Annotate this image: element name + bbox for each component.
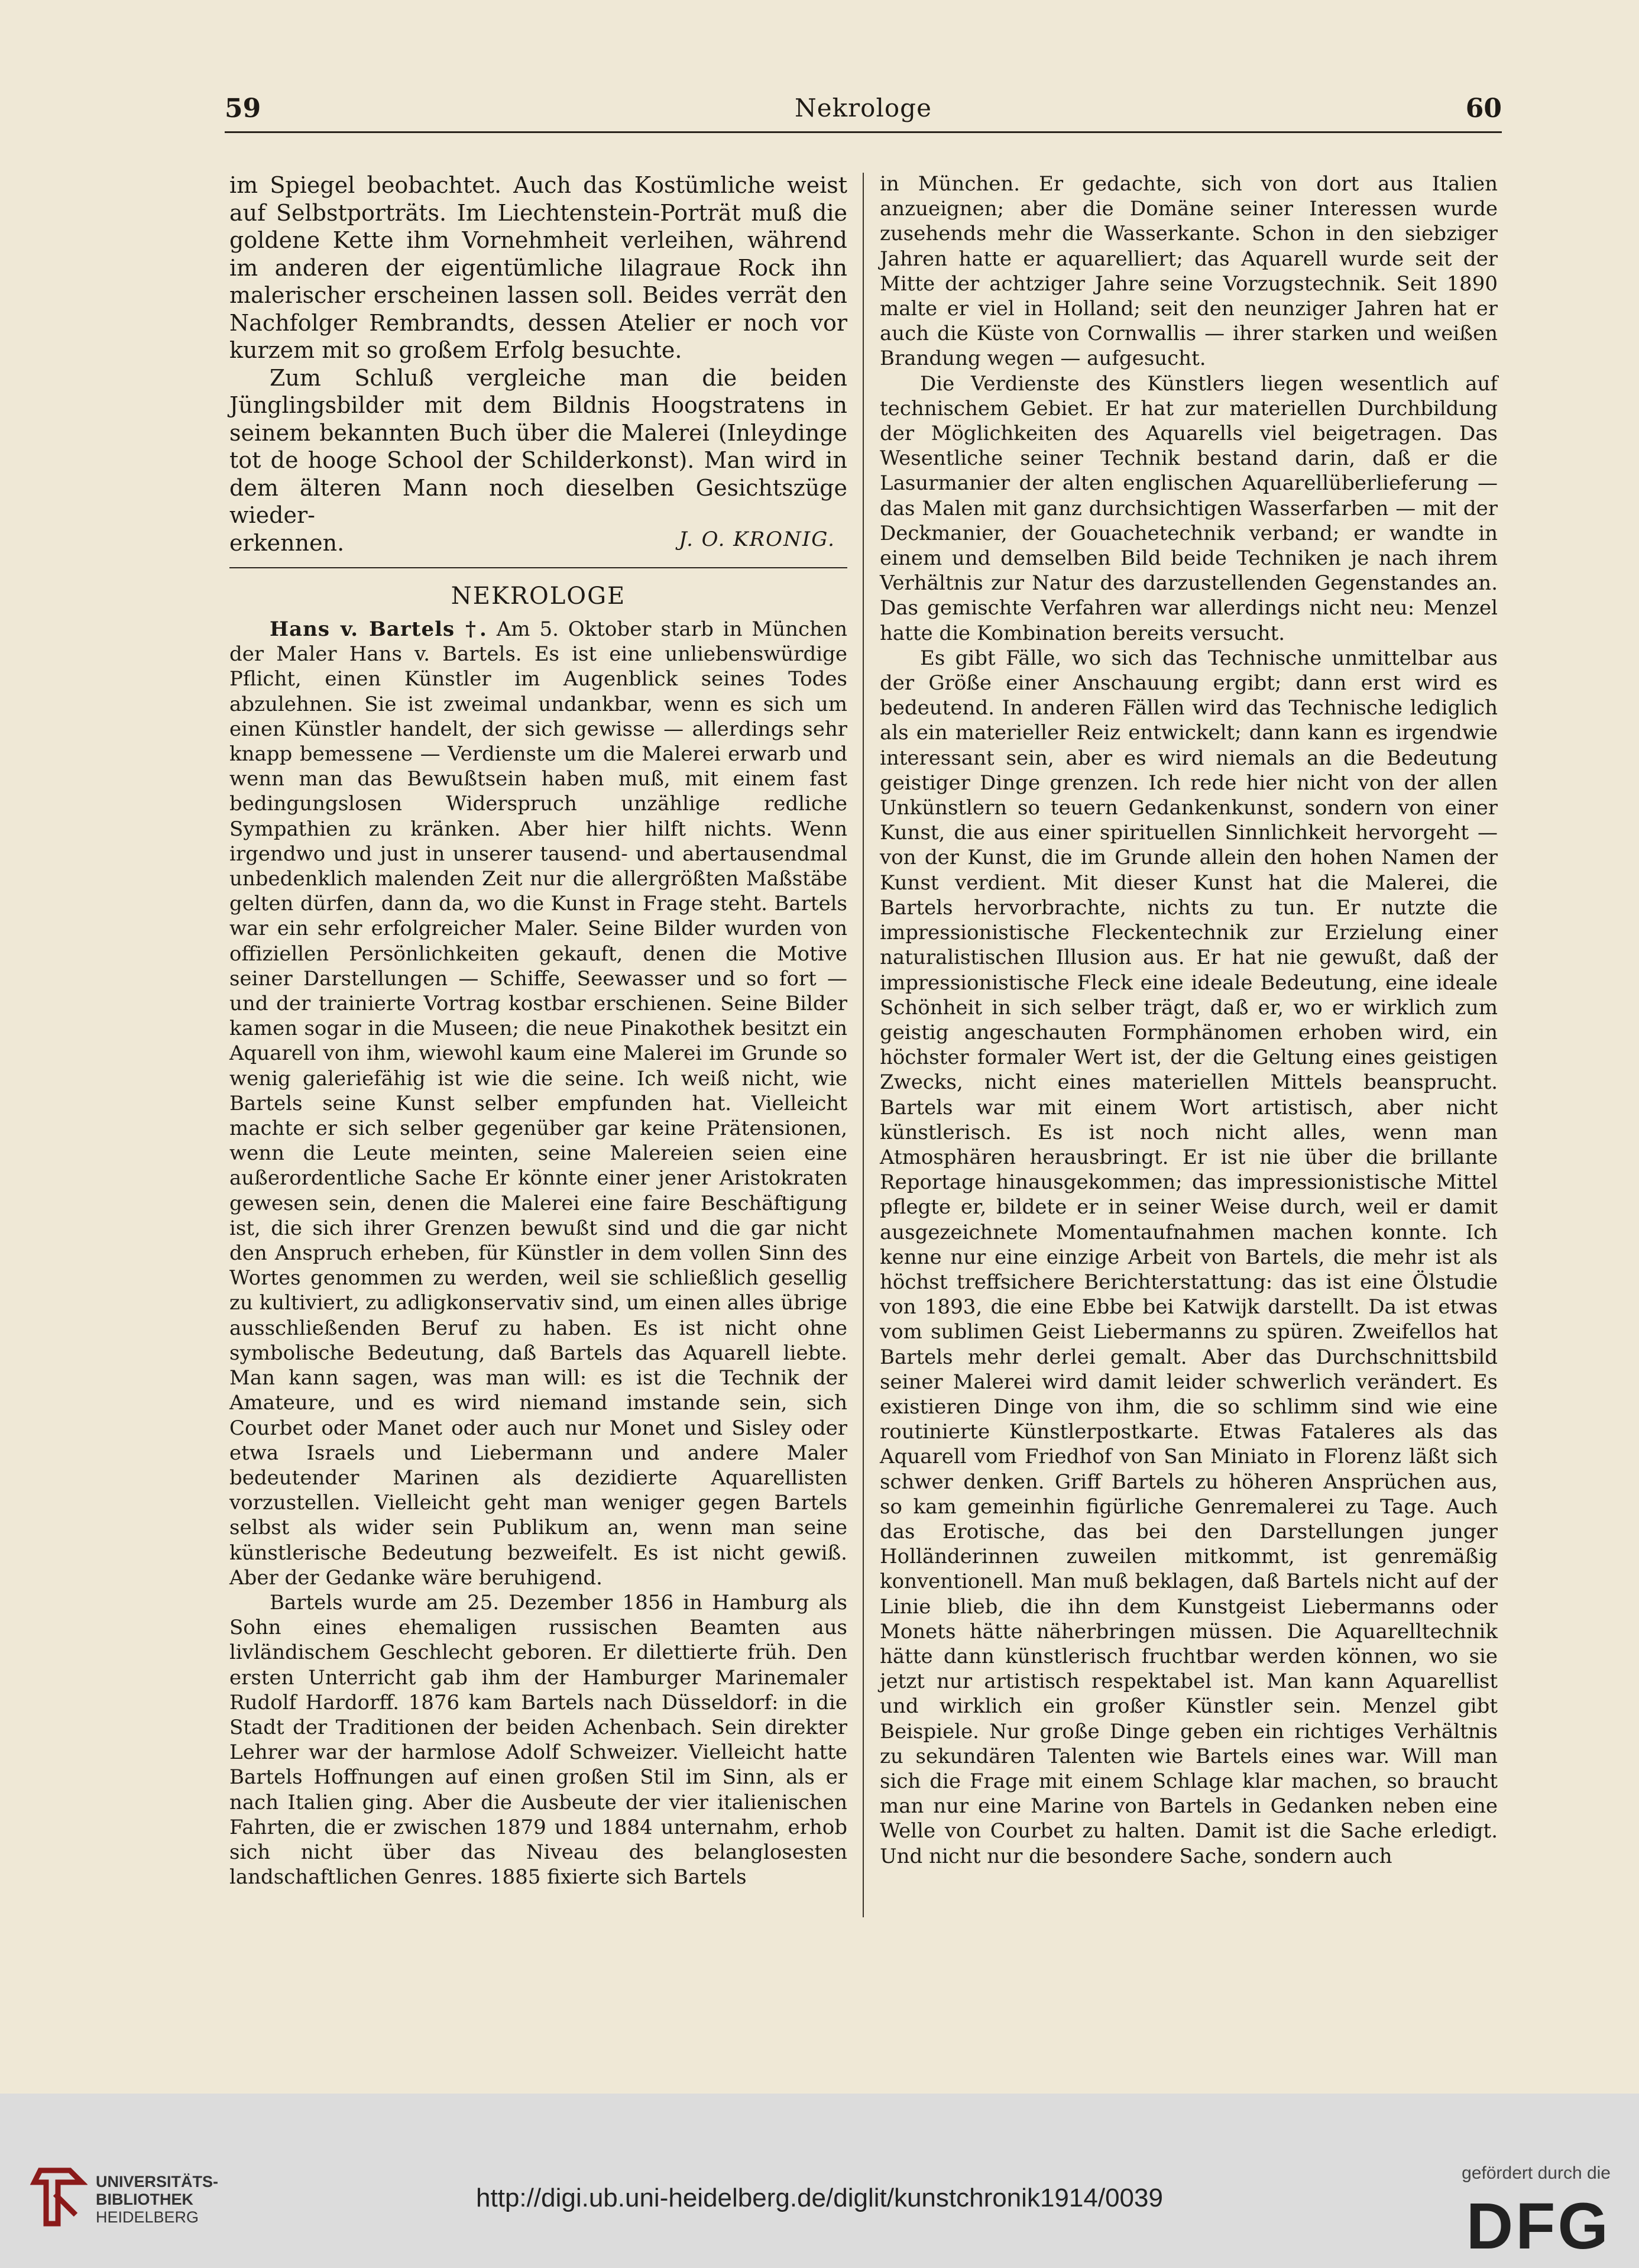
obituary-name: Hans v. Bartels †.	[270, 617, 487, 641]
obituary-paragraph: Die Verdienste des Künstlers liegen wesentlich auf technischem Gebiet. Er hat zur materiellen Durchbildung der Möglichkeiten des Aquarells viel beigetragen. Das Wesentliche seiner Technik bestand darin, daß er die Lasurmanier der alten englischen Aquarellüberlieferung — das Malen mit ganz durchsichtigen Wasserfarben — mit der Deckmanier, der Gouachetechnik verband; er wandte in einem und demselben Bild beide Techniken je nach ihrem Verhältnis zur Natur des darzustellenden Gegenstandes an. Das gemischte Verfahren war allerdings nicht neu: Menzel hatte die Kombination bereits versucht.	[880, 371, 1498, 645]
dfg-logo: DFG	[1466, 2190, 1611, 2263]
article-end-paragraph: im Spiegel beobachtet. Auch das Kostümliche weist auf Selbstporträts. Im Liechtenstein-Porträt muß die goldene Kette ihm Vornehmheit verleihen, während im anderen der eigentümliche lilagraue Rock ihn malerischer erscheinen lassen soll. Beides verrät den Nachfolger Rembrandts, dessen Atelier er noch vor kurzem mit so großem Erfolg besuchte.	[229, 172, 847, 363]
obituary-paragraph: Bartels wurde am 25. Dezember 1856 in Hamburg als Sohn eines ehemaligen russischen Beamten aus livländischem Geschlecht geboren. Er dilettierte früh. Den ersten Unterricht gab ihm der Hamburger Marinemaler Rudolf Hardorff. 1876 kam Bartels nach Düsseldorf: in die Stadt der Traditionen der beiden Achenbach. Sein direkter Lehrer war der harmlose Adolf Schweizer. Vielleicht hatte Bartels Hoffnungen auf einen großen Stil im Sinn, als er nach Italien ging. Aber die Ausbeute der vier italienischen Fahrten, die er zwischen 1879 und 1884 unternahm, erhob sich nicht über das Niveau des belanglosesten landschaftlichen Genres. 1885 fixierte sich Bartels	[229, 1590, 847, 1890]
running-head	[225, 93, 1502, 135]
running-title: Nekrologe	[795, 93, 932, 122]
digitization-footer	[0, 2094, 1639, 2268]
section-title: NEKROLOGE	[451, 583, 626, 610]
article-end-paragraph: Zum Schluß vergleiche man die beiden Jünglingsbilder mit dem Bildnis Hoogstratens in seinem bekannten Buch über die Malerei (Inleydinge tot de hooge School der Schilderkonst). Man wird in dem älteren Mann noch dieselben Gesichtszüge wieder-	[229, 364, 847, 528]
obituary-paragraph: in München. Er gedachte, sich von dort aus Italien anzueignen; aber die Domäne seiner Interessen wurde zusehends mehr die Wasserkante. Schon in den siebziger Jahren hatte er aquarelliert; das Aquarell wurde seit der Mitte der achtziger Jahre seine Vorzugstechnik. Seit 1890 malte er viel in Holland; seit den neunziger Jahren hat er auch die Küste von Cornwallis — ihrer starken und weißen Brandung wegen — aufgesucht.	[880, 172, 1498, 371]
obituary-paragraph	[229, 617, 847, 1590]
obituary-paragraph: Es gibt Fälle, wo sich das Technische unmittelbar aus der Größe einer Anschauung ergibt; dann erst wird es bedeutend. In anderen Fällen wird das Technische lediglich als ein materieller Reiz entwickelt; dann kann es irgendwie interessant sein, aber es wird niemals an die Bedeutung geistiger Dinge grenzen. Ich rede hier nicht von der allen Unkünstlern so teuern Gedankenkunst, sondern von einer Kunst, die aus einer spirituellen Sinnlichkeit hervorgeht — von der Kunst, die im Grunde allein den hohen Namen der Kunst verdient. Mit dieser Kunst hat die Malerei, die Bartels hervorbrachte, nichts zu tun. Er nutzte die impressionistische Fleckentechnik zur Erzielung einer naturalistischen Illusion aus. Er hat nie gewußt, daß der impressionistische Fleck eine ideale Bedeutung, eine ideale Schönheit in sich selber trägt, daß er, wo er wirklich zum geistig angeschauten Formphänomen erhoben wird, ein höchster formaler Wert ist, der die Geltung eines geistigen Zwecks, nicht eines materiellen Mittels beansprucht. Bartels war mit einem Wort artistisch, aber nicht künstlerisch. Es ist noch nicht alles, wenn man Atmosphären herausbringt. Er ist nie über die brillante Reportage hinausgekommen; das impressionistische Mittel pflegte er, bildete er in seiner Weise durch, weil er damit ausgezeichnete Momentaufnahmen machen konnte. Ich kenne nur eine einzige Arbeit von Bartels, die mehr ist als höchst treffsichere Berichterstattung: das ist eine Ölstudie von 1893, die eine Ebbe bei Katwijk darstellt. Da ist etwas vom sublimen Geist Liebermanns zu spüren. Zweifellos hat Bartels mehr derlei gemalt. Aber das Durchschnittsbild seiner Malerei wird damit leider schwerlich verändert. Es existieren Dinge von ihm, die so schlimm sind wie eine routinierte Künstlerpostkarte. Etwas Fataleres als das Aquarell vom Friedhof von San Miniato in Florenz läßt sich schwer denken. Griff Bartels zu höheren Ansprüchen aus, so kam gemeinhin figürliche Genremalerei zu Tage. Auch das Erotische, das bei den Darstellungen junger Holländerinnen zuweilen mitkommt, ist genremäßig konventionell. Man muß beklagen, daß Bartels nicht auf der Linie blieb, die ihn dem Kunstgeist Liebermanns oder Monets hätte näherbringen müssen. Die Aquarelltechnik hätte dann künstlerisch fruchtbar werden können, wo sie jetzt nur artistisch respektabel ist. Man kann Aquarellist und wirklich ein großer Künstler sein. Menzel gibt Beispiele. Nur große Dinge geben ein richtiges Verhältnis zu sekundären Talenten wie Bartels eines war. Will man sich die Frage mit einem Schlage klar machen, so braucht man nur eine Marine von Bartels in Gedanken neben eine Welle von Courbet zu halten. Damit ist die Sache erledigt. Und nicht nur die besondere Sache, sondern auch	[880, 646, 1498, 1868]
author-signature: J. O. KRONIG.	[679, 527, 835, 551]
section-divider	[229, 567, 847, 568]
obituary-text: Am 5. Oktober starb in München der Maler Hans v. Bartels. Es ist eine unliebenswürdige Pflicht, einen Künstler im Augenblick seines Todes abzulehnen. Sie ist zweimal undankbar, wenn es sich um einen Künstler handelt, der sich gewisse — allerdings sehr knapp bemessene — Verdienste um die Malerei erwarb und wenn man das Bewußtsein haben muß, mit einem fast bedingungslosen Widerspruch unzählige redliche Sympathien zu kränken. Aber hier hilft nichts. Wenn irgendwo und just in unserer tausend- und abertausendmal unbedenklich malenden Zeit nur die allergrößten Maßstäbe gelten dürfen, dann da, wo die Kunst in Frage steht. Bartels war ein sehr erfolgreicher Maler. Seine Bilder wurden von offiziellen Persönlichkeiten gekauft, denen die Motive seiner Darstellungen — Schiffe, Seewasser und so fort — und der trainierte Vortrag kostbar erschienen. Seine Bilder kamen sogar in die Museen; die neue Pinakothek besitzt ein Aquarell von ihm, wiewohl kaum eine Malerei im Grunde so wenig galeriefähig ist wie die seine. Ich weiß nicht, wie Bartels seine Kunst selber empfunden hat. Vielleicht machte er sich selber gegenüber gar keine Prätensionen, wenn die Leute meinten, seine Malereien seien eine außerordentliche Sache Er könnte einer jener Aristokraten gewesen sein, denen die Malerei eine faire Beschäftigung ist, die sich ihrer Grenzen bewußt sind und die gar nicht den Anspruch erheben, für Künstler in dem vollen Sinn des Wortes genommen zu werden, weil sie schließlich gesellig zu kultiviert, zu adligkonservativ sind, um einen alles übrige ausschließenden Beruf zu haben. Es ist nicht ohne symbolische Bedeutung, daß Bartels das Aquarell liebte. Man kann sagen, was man will: es ist die Technik der Amateure, und es wird niemand imstande sein, sich Courbet oder Manet oder auch nur Monet und Sisley oder etwa Israels und Liebermann und andere Maler bedeutender Marinen als dezidierte Aquarellisten vorzustellen. Vielleicht geht man weniger gegen Bartels selbst als wider sein Publikum an, wenn man seine künstlerische Bedeutung bezweifelt. Es ist nicht gewiß. Aber der Gedanke wäre beruhigend.	[229, 617, 847, 1590]
permalink-url[interactable]: http://digi.ub.uni-heidelberg.de/diglit/kunstchronik1914/0039	[476, 2183, 1163, 2212]
left-column	[229, 172, 847, 1890]
last-word: erkennen.	[229, 529, 345, 556]
column-rule	[863, 173, 864, 1917]
library-name-line: HEIDELBERG	[96, 2208, 199, 2226]
page-number-right: 60	[1465, 93, 1502, 124]
right-column	[880, 172, 1498, 1869]
signature-line	[229, 529, 847, 557]
library-name-line: UNIVERSITÄTS-	[96, 2173, 219, 2191]
page-number-left: 59	[225, 93, 261, 124]
library-name-line: BIBLIOTHEK	[96, 2191, 193, 2208]
header-rule	[225, 131, 1502, 133]
funding-caption: gefördert durch die	[1462, 2163, 1611, 2183]
